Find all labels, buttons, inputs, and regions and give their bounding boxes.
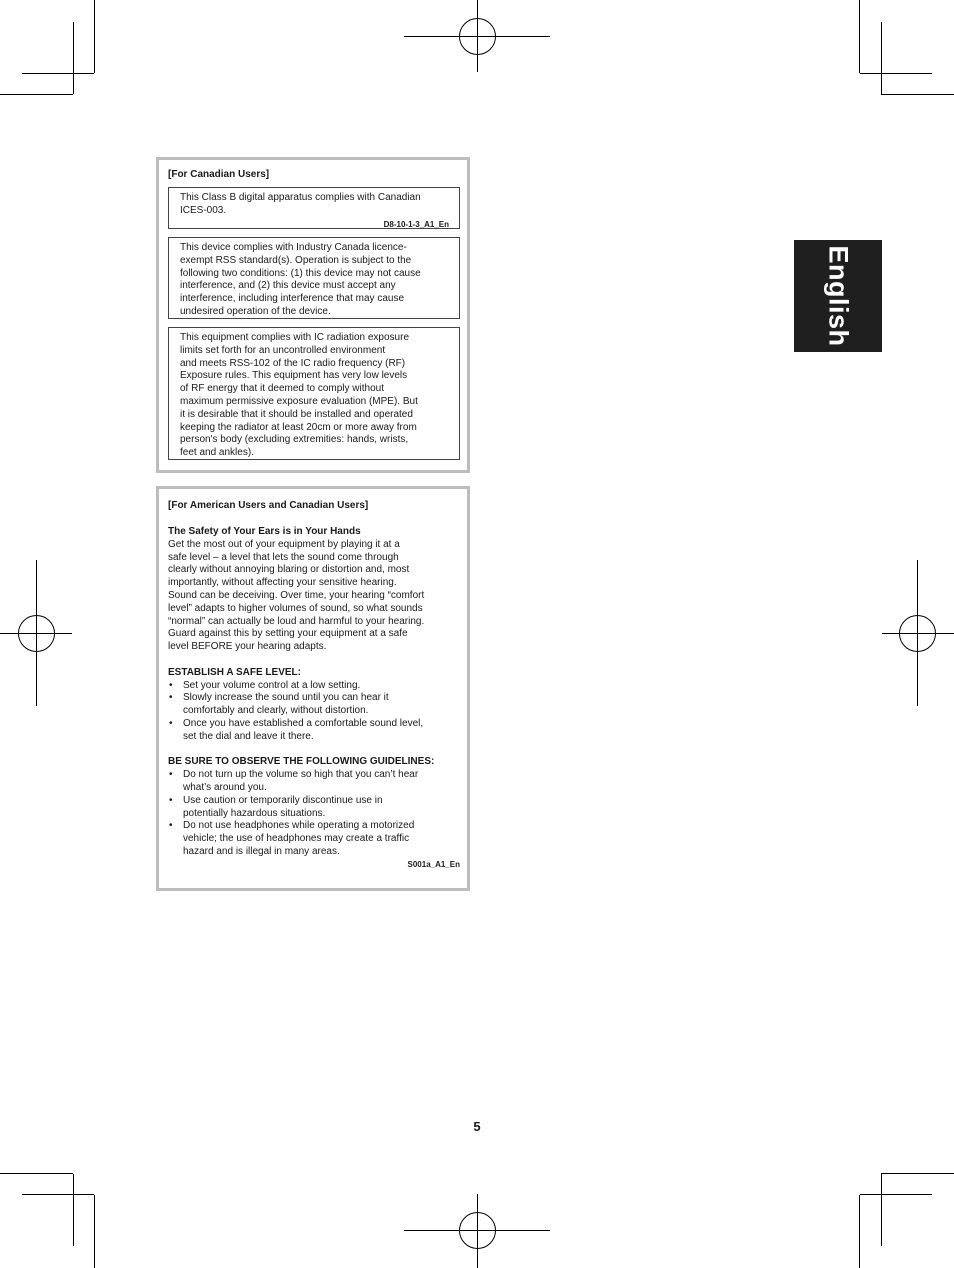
list-item — [168, 718, 464, 744]
list-item-line: comfortably and clearly, without distortion. — [183, 705, 369, 717]
document-code: D8-10-1-3_A1_En — [383, 219, 449, 229]
list-item-line: • Do not use headphones while operating a motorized — [183, 820, 415, 832]
safety-line: Guard against this by setting your equipment at a safe — [168, 628, 408, 640]
notice-line: This device complies with Industry Canada licence- — [180, 242, 407, 253]
safety-line: safe level – a level that lets the sound come through — [168, 551, 399, 563]
hearing-safety-text — [168, 526, 464, 870]
rss-notice — [168, 237, 460, 319]
list-item-line: what’s around you. — [183, 781, 267, 793]
list-item-line: hazard and is illegal in many areas. — [183, 845, 340, 857]
safety-line: level” adapts to higher volumes of sound, so what sounds — [168, 602, 423, 614]
document-code: S001a_A1_En — [407, 859, 460, 869]
list-item-line: • Once you have established a comfortable sound level, — [183, 717, 424, 729]
safety-line: “normal” can actually be loud and harmful to your hearing. — [168, 615, 425, 627]
list-item-line: • Do not turn up the volume so high that you can’t hear — [183, 769, 419, 781]
list-item — [168, 820, 464, 858]
list-item-line: • Use caution or temporarily discontinue use in — [183, 794, 383, 806]
guidelines-list — [168, 769, 464, 859]
notice-line: feet and ankles). — [180, 447, 254, 459]
establish-list — [168, 680, 464, 744]
safety-line: importantly, without affecting your sensitive hearing. — [168, 577, 397, 589]
list-item-line: set the dial and leave it there. — [183, 730, 314, 742]
notice-line: interference, including interference that may cause — [180, 293, 405, 305]
notice-line: ICES-003. — [180, 204, 227, 216]
notice-line: Exposure rules. This equipment has very low levels — [180, 370, 408, 382]
notice-line: interference, and (2) this device must accept any — [180, 280, 396, 292]
rf-exposure-notice — [168, 327, 460, 460]
list-item-line: potentially hazardous situations. — [183, 807, 326, 819]
safety-heading: The Safety of Your Ears is in Your Hands — [168, 526, 361, 537]
notice-line: it is desirable that it should be installed and operated — [180, 408, 413, 420]
guidelines-heading: BE SURE TO OBSERVE THE FOLLOWING GUIDELINES: — [168, 756, 435, 768]
safety-line: Sound can be deceiving. Over time, your hearing “comfort — [168, 589, 425, 601]
page-number: 5 — [473, 1119, 481, 1134]
notice-line: keeping the radiator at least 20cm or more away from — [180, 421, 417, 433]
list-item — [168, 769, 464, 795]
list-item — [168, 692, 464, 718]
safety-line: clearly without annoying blaring or distortion and, most — [168, 564, 410, 576]
notice-line: and meets RSS-102 of the IC radio frequency (RF) — [180, 357, 406, 369]
list-item-line: vehicle; the use of headphones may create a traffic — [183, 833, 410, 845]
list-item-line: • Slowly increase the sound until you can hear it — [183, 692, 389, 704]
canadian-section-title: [For Canadian Users] — [168, 169, 270, 180]
language-tab — [794, 240, 882, 352]
notice-line: This Class B digital apparatus complies with Canadian — [180, 192, 421, 203]
american-section-title: [For American Users and Canadian Users] — [168, 500, 369, 511]
list-item — [168, 795, 464, 821]
safety-line: level BEFORE your hearing adapts. — [168, 641, 327, 653]
notice-line: undesired operation of the device. — [180, 305, 331, 317]
notice-line: maximum permissive exposure evaluation (MPE). But — [180, 395, 418, 407]
notice-line: This equipment complies with IC radiation exposure — [180, 332, 409, 343]
notice-line: of RF energy that it deemed to comply without — [180, 383, 384, 395]
american-canadian-users-section — [156, 486, 470, 891]
notice-line: limits set forth for an uncontrolled environment — [180, 344, 386, 356]
establish-heading: ESTABLISH A SAFE LEVEL: — [168, 666, 301, 678]
canadian-users-section — [156, 157, 470, 473]
list-item — [168, 680, 464, 693]
notice-line: person's body (excluding extremities: hands, wrists, — [180, 434, 409, 446]
safety-line: Get the most out of your equipment by playing it at a — [168, 538, 400, 550]
ices-notice — [168, 187, 460, 229]
language-tab-label: English — [823, 245, 854, 347]
notice-line: following two conditions: (1) this device may not cause — [180, 267, 421, 279]
notice-line: exempt RSS standard(s). Operation is subject to the — [180, 254, 412, 266]
list-item-line: • Set your volume control at a low setting. — [183, 679, 361, 691]
